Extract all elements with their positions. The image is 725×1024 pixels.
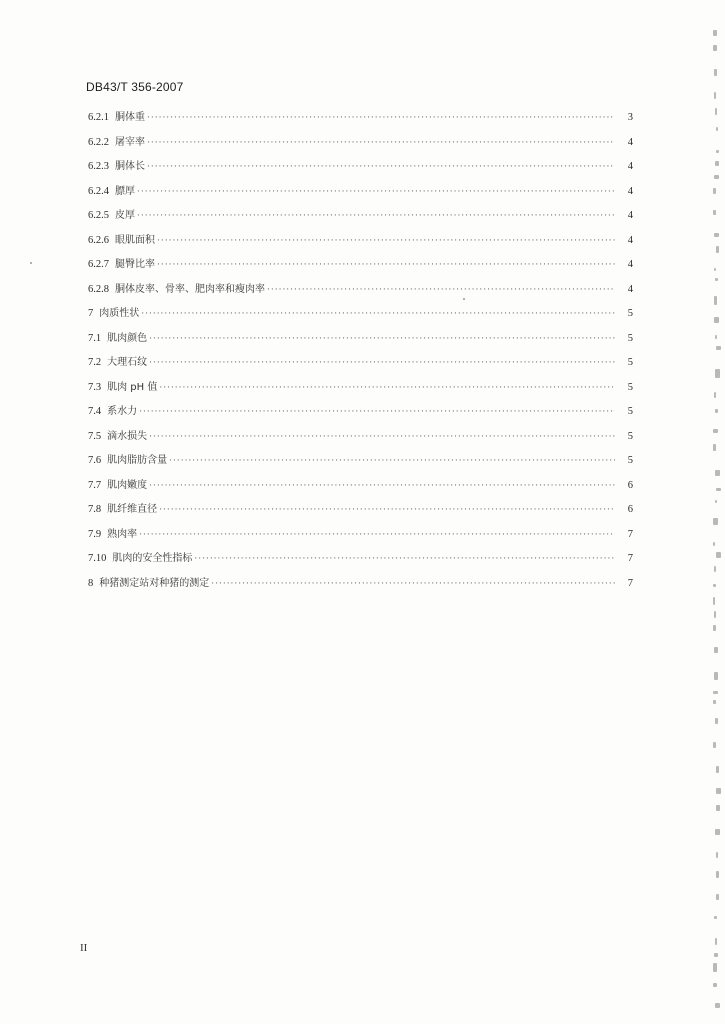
toc-entry-number: 7.1 (88, 332, 102, 344)
scan-mark (715, 409, 718, 413)
scan-mark (713, 597, 715, 605)
toc-entry[interactable] (88, 231, 633, 256)
toc-entry-number: 7.6 (88, 455, 102, 466)
scan-mark (715, 829, 720, 835)
toc-entry-title: 大理石纹 (107, 357, 148, 368)
scan-mark (713, 542, 715, 546)
toc-entry-page: 6 (627, 479, 633, 491)
toc-entry-title: 肌纤维直径 (107, 504, 158, 515)
toc-entry-page: 5 (627, 406, 633, 417)
toc-entry-page: 5 (627, 430, 633, 442)
scan-mark (716, 852, 718, 858)
scan-mark (713, 45, 717, 51)
toc-entry[interactable] (88, 206, 633, 231)
toc-entry[interactable] (88, 378, 633, 403)
toc-leader-dots (149, 334, 615, 344)
toc-entry-page: 3 (627, 112, 633, 123)
toc-entry-page: 7 (627, 528, 633, 540)
toc-entry[interactable] (88, 182, 633, 207)
scan-mark (713, 983, 717, 987)
scan-edge-noise (713, 30, 721, 1020)
toc-entry-title: 肌肉的安全性指标 (112, 553, 193, 564)
toc-entry[interactable] (88, 280, 633, 305)
toc-entry-page: 4 (627, 234, 633, 246)
scan-mark (714, 92, 716, 99)
scan-mark (713, 742, 716, 748)
toc-leader-dots (159, 505, 615, 515)
scan-mark (716, 894, 719, 900)
toc-entry-number: 7.9 (88, 528, 102, 540)
toc-entry-page: 6 (627, 504, 633, 515)
toc-leader-dots (159, 383, 615, 393)
toc-entry-number: 7.10 (88, 553, 107, 564)
toc-entry[interactable] (88, 525, 633, 550)
toc-entry-number: 6.2.8 (88, 283, 109, 295)
toc-entry-title: 胴体重 (115, 112, 145, 123)
toc-entry[interactable] (88, 304, 633, 329)
toc-entry-page: 4 (627, 283, 633, 295)
scan-mark (715, 470, 720, 476)
scan-mark (715, 335, 717, 339)
toc-entry-number: 6.2.6 (88, 234, 109, 246)
scan-mark (713, 963, 717, 972)
scan-mark (713, 188, 716, 194)
toc-entry-page: 5 (627, 381, 633, 393)
scan-mark (714, 916, 717, 919)
toc-entry[interactable] (88, 476, 633, 501)
scan-mark (714, 317, 719, 323)
toc-leader-dots (149, 481, 615, 491)
scan-mark (715, 161, 719, 166)
toc-entry-title: 肌肉 pH 值 (107, 381, 158, 393)
toc-entry-title: 眼肌面积 (115, 234, 155, 246)
scan-mark (714, 175, 719, 179)
toc-entry-page: 5 (627, 357, 633, 368)
toc-leader-dots (137, 211, 615, 221)
scan-mark (716, 766, 719, 773)
toc-entry[interactable] (88, 500, 633, 525)
toc-leader-dots (139, 530, 615, 540)
toc-entry-page: 4 (627, 136, 633, 148)
scan-mark (715, 1003, 720, 1008)
scan-mark (713, 584, 716, 587)
scan-mark (714, 392, 716, 398)
toc-entry-title: 滴水损失 (107, 430, 148, 442)
toc-entry-number: 6.2.1 (88, 112, 109, 123)
scan-mark (715, 500, 717, 503)
toc-entry-number: 6.2.7 (88, 259, 109, 270)
scan-mark (714, 953, 718, 957)
toc-leader-dots (211, 579, 615, 589)
toc-leader-dots (157, 260, 615, 270)
scan-mark (715, 369, 720, 378)
toc-entry-number: 7 (88, 308, 94, 319)
toc-entry[interactable] (88, 451, 633, 476)
scan-mark (714, 566, 716, 572)
toc-entry[interactable] (88, 255, 633, 280)
toc-entry-page: 5 (627, 332, 633, 344)
scan-mark (716, 871, 719, 878)
scan-mark (716, 127, 718, 131)
scan-mark (715, 108, 717, 115)
scan-mark (714, 611, 716, 618)
toc-entry-page: 7 (627, 577, 633, 589)
toc-leader-dots (169, 456, 615, 466)
page-number: II (80, 942, 88, 954)
toc-entry-title: 肌肉颜色 (107, 332, 148, 344)
toc-leader-dots (137, 187, 615, 197)
scan-mark (713, 30, 717, 36)
scan-mark (713, 700, 716, 704)
table-of-contents (88, 108, 633, 598)
toc-entry[interactable] (88, 133, 633, 158)
scan-mark (716, 788, 721, 794)
toc-entry-number: 7.2 (88, 357, 102, 368)
toc-entry-title: 肉质性状 (99, 308, 140, 319)
toc-entry-title: 腿臀比率 (115, 259, 155, 270)
toc-leader-dots (147, 113, 615, 123)
scan-mark (716, 150, 719, 153)
toc-entry-title: 膘厚 (115, 185, 135, 197)
toc-entry-title: 熟肉率 (107, 528, 138, 540)
toc-entry-title: 肌肉脂肪含量 (107, 455, 168, 466)
scan-speck (463, 298, 465, 300)
toc-entry-title: 胴体皮率、骨率、肥肉率和瘦肉率 (115, 283, 265, 295)
scan-mark (716, 346, 721, 350)
scan-mark (714, 233, 719, 237)
toc-entry-title: 肌肉嫩度 (107, 479, 148, 491)
scan-mark (715, 938, 717, 945)
toc-entry-number: 6.2.5 (88, 210, 109, 221)
toc-entry-page: 4 (627, 161, 633, 172)
scan-mark (714, 296, 717, 305)
scan-mark (713, 444, 716, 451)
scan-mark (714, 647, 718, 653)
scan-mark (714, 672, 718, 680)
toc-entry-title: 胴体长 (115, 161, 145, 172)
toc-entry-page: 5 (627, 455, 633, 466)
toc-entry-title: 系水力 (107, 406, 138, 417)
toc-entry[interactable] (88, 108, 633, 133)
toc-leader-dots (149, 358, 615, 368)
toc-entry[interactable] (88, 574, 633, 599)
toc-entry-page: 7 (627, 553, 633, 564)
toc-entry[interactable] (88, 549, 633, 574)
document-header: DB43/T 356-2007 (86, 80, 184, 94)
toc-entry[interactable] (88, 353, 633, 378)
toc-leader-dots (157, 236, 615, 246)
toc-leader-dots (139, 407, 615, 417)
toc-entry-page: 5 (627, 308, 633, 319)
scan-mark (716, 488, 721, 491)
toc-entry-number: 7.8 (88, 504, 102, 515)
scan-mark (714, 69, 717, 76)
toc-entry[interactable] (88, 157, 633, 182)
scan-mark (715, 278, 718, 281)
toc-leader-dots (147, 162, 615, 172)
toc-entry-number: 7.5 (88, 430, 102, 442)
scan-mark (713, 625, 716, 631)
scan-mark (716, 805, 720, 811)
scan-mark (713, 691, 718, 694)
toc-leader-dots (194, 554, 615, 564)
toc-entry[interactable] (88, 402, 633, 427)
scan-mark (716, 246, 719, 253)
toc-entry-page: 4 (627, 259, 633, 270)
toc-entry-title: 种猪测定站对种猪的测定 (99, 577, 210, 589)
toc-entry-number: 7.4 (88, 406, 102, 417)
scan-mark (713, 210, 716, 215)
toc-entry-page: 4 (627, 185, 633, 197)
toc-entry-title: 皮厚 (115, 210, 135, 221)
toc-entry-number: 6.2.4 (88, 185, 109, 197)
toc-leader-dots (267, 285, 615, 295)
scan-mark (715, 718, 718, 724)
scan-mark (713, 429, 718, 433)
toc-leader-dots (147, 138, 615, 148)
toc-leader-dots (149, 432, 615, 442)
scan-mark (713, 518, 718, 525)
scan-mark (714, 268, 716, 271)
scan-speck (30, 262, 32, 264)
toc-leader-dots (141, 309, 615, 319)
toc-entry-number: 7.7 (88, 479, 102, 491)
toc-entry-number: 7.3 (88, 381, 102, 393)
toc-entry-title: 屠宰率 (115, 136, 145, 148)
toc-entry-number: 6.2.3 (88, 161, 109, 172)
toc-entry-number: 8 (88, 577, 94, 589)
scan-mark (716, 552, 721, 558)
toc-entry-number: 6.2.2 (88, 136, 109, 148)
toc-entry-page: 4 (627, 210, 633, 221)
toc-entry[interactable] (88, 427, 633, 452)
toc-entry[interactable] (88, 329, 633, 354)
